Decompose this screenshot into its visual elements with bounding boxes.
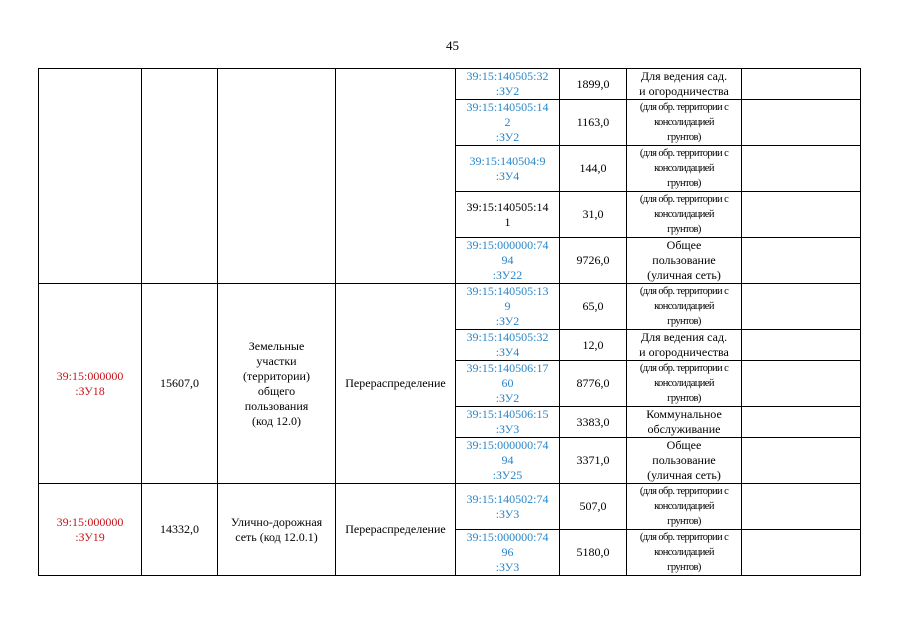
source-use-line: Для ведения сад. xyxy=(640,69,728,83)
source-parcel-cell xyxy=(456,100,560,146)
empty-cell xyxy=(742,530,861,576)
source-use-line: грунтов) xyxy=(667,132,701,143)
source-parcel-line: 39:15:000000:74 xyxy=(466,438,549,452)
plot-area-cell: 14332,0 xyxy=(142,484,218,576)
source-parcel-line: 94 xyxy=(501,453,514,467)
source-parcel-line: 94 xyxy=(501,253,514,267)
source-parcel-line: :ЗУ2 xyxy=(495,130,520,144)
source-use-cell xyxy=(627,330,742,361)
source-use-line: консолидацией xyxy=(654,547,714,558)
source-use-line: (для обр. территории с xyxy=(639,148,729,159)
source-parcel-line: 39:15:140504:9 xyxy=(469,153,546,168)
source-area-cell: 9726,0 xyxy=(560,238,627,284)
source-use-cell xyxy=(627,530,742,576)
source-parcel-line: :ЗУ2 xyxy=(495,84,520,98)
source-parcel-line: :ЗУ4 xyxy=(495,345,520,359)
permitted-use-cell xyxy=(218,484,336,576)
source-use-line: Для ведения сад. xyxy=(640,330,728,344)
source-use-line: грунтов) xyxy=(667,516,701,527)
source-parcel-line: :ЗУ2 xyxy=(495,391,520,405)
source-use-cell xyxy=(627,69,742,100)
source-use-line: (для обр. территории с xyxy=(639,102,729,113)
source-parcel-line: 39:15:000000:74 xyxy=(466,238,549,252)
source-area-cell: 507,0 xyxy=(560,484,627,530)
plot-id-cell xyxy=(39,69,142,284)
permitted-use-cell xyxy=(218,284,336,484)
source-area-cell: 31,0 xyxy=(560,192,627,238)
source-parcel-line: 39:15:000000:74 xyxy=(466,530,549,544)
source-use-line: грунтов) xyxy=(667,316,701,327)
source-use-line: консолидацией xyxy=(654,163,714,174)
source-use-cell xyxy=(627,361,742,407)
source-parcel-line: 39:15:140505:32 xyxy=(466,330,549,344)
source-parcel-cell xyxy=(456,330,560,361)
source-use-cell xyxy=(627,407,742,438)
source-area-cell: 5180,0 xyxy=(560,530,627,576)
source-use-cell xyxy=(627,146,742,192)
source-parcel-line: :ЗУ3 xyxy=(495,560,520,574)
empty-cell xyxy=(742,407,861,438)
source-use-line: Общее xyxy=(666,438,702,452)
empty-cell xyxy=(742,284,861,330)
source-parcel-line: :ЗУ25 xyxy=(492,468,523,482)
source-use-cell xyxy=(627,438,742,484)
source-parcel-line: 39:15:140505:13 xyxy=(466,284,549,298)
source-parcel-line: 39:15:140502:74 xyxy=(466,491,549,506)
plot-id-line: 39:15:000000 xyxy=(56,514,124,529)
source-parcel-line: 9 xyxy=(504,299,511,313)
source-parcel-cell xyxy=(456,530,560,576)
source-use-line: пользование xyxy=(652,453,716,467)
source-parcel-cell xyxy=(456,69,560,100)
plot-id-line: :ЗУ19 xyxy=(75,529,105,544)
source-use-line: грунтов) xyxy=(667,224,701,235)
source-use-line: грунтов) xyxy=(667,178,701,189)
source-parcel-line: 1 xyxy=(504,214,511,229)
source-use-line: пользование xyxy=(652,253,716,267)
source-parcel-line: :ЗУ4 xyxy=(495,168,520,183)
source-use-cell xyxy=(627,238,742,284)
source-parcel-line: :ЗУ2 xyxy=(495,314,520,328)
source-use-line: и огородничества xyxy=(639,345,729,359)
table-row xyxy=(39,284,861,330)
source-use-line: консолидацией xyxy=(654,117,714,128)
source-use-cell xyxy=(627,284,742,330)
source-area-cell: 144,0 xyxy=(560,146,627,192)
source-use-line: Коммунальное xyxy=(646,407,722,421)
permitted-use-line: участки xyxy=(256,353,297,368)
source-parcel-cell xyxy=(456,146,560,192)
permitted-use-line: (территории) xyxy=(243,368,310,383)
source-use-cell xyxy=(627,484,742,530)
source-parcel-line: 39:15:140506:15 xyxy=(466,407,549,421)
empty-cell xyxy=(742,438,861,484)
source-parcel-cell xyxy=(456,192,560,238)
plot-id-cell xyxy=(39,284,142,484)
source-parcel-cell xyxy=(456,284,560,330)
source-area-cell: 3383,0 xyxy=(560,407,627,438)
source-parcel-cell xyxy=(456,238,560,284)
empty-cell xyxy=(742,192,861,238)
source-use-line: Общее xyxy=(666,238,702,252)
permitted-use-line: пользования xyxy=(244,398,309,413)
source-parcel-cell xyxy=(456,407,560,438)
formation-method-cell xyxy=(336,69,456,284)
source-parcel-line: 39:15:140505:14 xyxy=(466,199,549,214)
source-use-line: и огородничества xyxy=(639,84,729,98)
permitted-use-line: (код 12.0) xyxy=(252,413,301,428)
source-use-line: (уличная сеть) xyxy=(647,268,721,282)
source-area-cell: 3371,0 xyxy=(560,438,627,484)
plot-id-line: 39:15:000000 xyxy=(56,368,124,383)
source-area-cell: 65,0 xyxy=(560,284,627,330)
source-parcel-line: 39:15:140505:14 xyxy=(466,100,549,114)
permitted-use-cell xyxy=(218,69,336,284)
source-use-line: (для обр. территории с xyxy=(639,363,729,374)
source-use-cell xyxy=(627,192,742,238)
plot-id-line: :ЗУ18 xyxy=(75,383,105,398)
land-plots-table xyxy=(38,68,861,576)
table-row xyxy=(39,484,861,530)
source-parcel-line: 60 xyxy=(501,376,514,390)
source-use-line: консолидацией xyxy=(654,209,714,220)
source-parcel-line: 39:15:140506:17 xyxy=(466,361,549,375)
empty-cell xyxy=(742,100,861,146)
source-use-line: (уличная сеть) xyxy=(647,468,721,482)
source-parcel-line: :ЗУ22 xyxy=(492,268,523,282)
source-use-line: грунтов) xyxy=(667,562,701,573)
permitted-use-line: сеть (код 12.0.1) xyxy=(235,529,318,544)
source-use-line: грунтов) xyxy=(667,393,701,404)
source-use-line: обслуживание xyxy=(647,422,721,436)
source-area-cell: 8776,0 xyxy=(560,361,627,407)
formation-method-cell: Перераспределение xyxy=(336,484,456,576)
source-parcel-cell xyxy=(456,438,560,484)
empty-cell xyxy=(742,484,861,530)
permitted-use-line: общего xyxy=(257,383,296,398)
source-use-cell xyxy=(627,100,742,146)
source-use-line: консолидацией xyxy=(654,378,714,389)
source-parcel-cell xyxy=(456,361,560,407)
source-use-line: (для обр. территории с xyxy=(639,194,729,205)
source-area-cell: 1163,0 xyxy=(560,100,627,146)
source-parcel-line: :ЗУ3 xyxy=(495,506,520,521)
source-parcel-line: 96 xyxy=(501,545,514,559)
empty-cell xyxy=(742,146,861,192)
empty-cell xyxy=(742,361,861,407)
source-use-line: (для обр. территории с xyxy=(639,286,729,297)
formation-method-cell: Перераспределение xyxy=(336,284,456,484)
empty-cell xyxy=(742,238,861,284)
source-area-cell: 1899,0 xyxy=(560,69,627,100)
table-row xyxy=(39,69,861,100)
empty-cell xyxy=(742,69,861,100)
source-parcel-line: :ЗУ3 xyxy=(495,422,520,436)
source-parcel-line: 2 xyxy=(504,115,511,129)
permitted-use-line: Земельные xyxy=(248,338,305,353)
plot-area-cell xyxy=(142,69,218,284)
source-use-line: (для обр. территории с xyxy=(639,532,729,543)
empty-cell xyxy=(742,330,861,361)
plot-id-cell xyxy=(39,484,142,576)
source-area-cell: 12,0 xyxy=(560,330,627,361)
page-number: 45 xyxy=(446,38,459,53)
permitted-use-line: Улично-дорожная xyxy=(230,514,323,529)
source-use-line: (для обр. территории с xyxy=(639,486,729,497)
source-parcel-cell xyxy=(456,484,560,530)
source-use-line: консолидацией xyxy=(654,301,714,312)
plot-area-cell: 15607,0 xyxy=(142,284,218,484)
source-use-line: консолидацией xyxy=(654,501,714,512)
source-parcel-line: 39:15:140505:32 xyxy=(466,69,549,83)
